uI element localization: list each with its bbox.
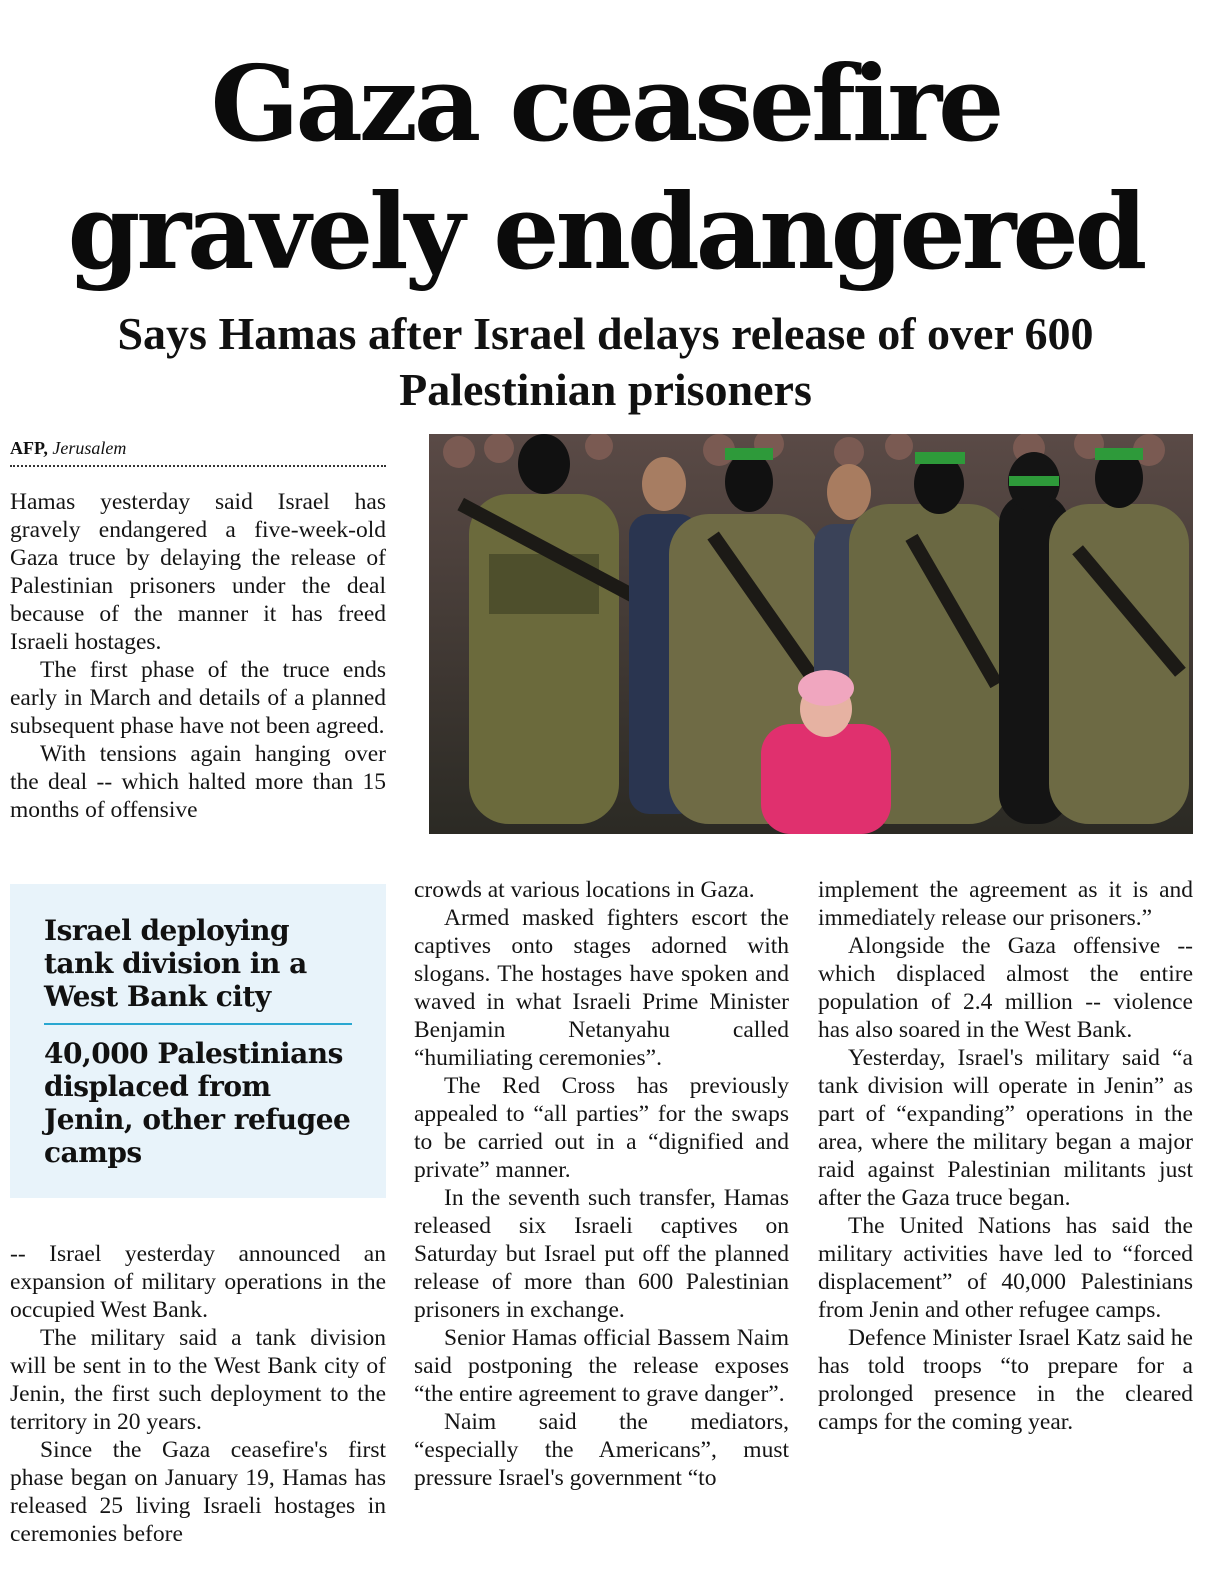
- paragraph: The United Nations has said the military activities have led to “forced displacement” of 40,000 Palestinians from Jenin and other refugee camps.: [818, 1213, 1193, 1323]
- sidebar-box: [10, 884, 386, 1198]
- paragraph: Since the Gaza ceasefire's first phase began on January 19, Hamas has released 25 living Israeli hostages in ceremonies before: [10, 1437, 386, 1547]
- paragraph: crowds at various locations in Gaza.: [414, 877, 755, 903]
- paragraph: Alongside the Gaza offensive -- which displaced almost the entire population of 2.4 million -- violence has also soared in the West Bank.: [818, 933, 1193, 1043]
- byline-divider: [10, 465, 386, 467]
- paragraph: With tensions again hanging over the deal -- which halted more than 15 months of offensive: [10, 741, 386, 823]
- headline: [0, 40, 1211, 296]
- paragraph: In the seventh such transfer, Hamas released six Israeli captives on Saturday but Israel put off the planned release of more than 600 Palestinian prisoners in exchange.: [414, 1185, 789, 1323]
- sidebar-headline-1: Israel deploying tank division in a West Bank city: [44, 914, 307, 1013]
- byline-location: Jerusalem: [52, 438, 127, 458]
- column1-bottom: [10, 1240, 386, 1548]
- subheadline: Says Hamas after Israel delays release of over 600 Palestinian prisoners: [117, 308, 1094, 415]
- paragraph: The first phase of the truce ends early in March and details of a planned subsequent phase have not been agreed.: [10, 657, 386, 739]
- paragraph: -- Israel yesterday announced an expansion of military operations in the occupied West Bank.: [10, 1241, 386, 1323]
- paragraph: Hamas yesterday said Israel has gravely endangered a five-week-old Gaza truce by delaying the release of Palestinian prisoners under the deal because of the manner it has freed Israeli hostages.: [10, 489, 386, 655]
- paragraph: implement the agreement as it is and immediately release our prisoners.”: [818, 877, 1193, 931]
- paragraph: Yesterday, Israel's military said “a tank division will operate in Jenin” as part of “expanding” operations in the area, where the military began a major raid against Palestinian militants just after the Gaza truce began.: [818, 1045, 1193, 1211]
- byline: [10, 436, 386, 460]
- paragraph: Senior Hamas official Bassem Naim said postponing the release exposes “the entire agreement to grave danger”.: [414, 1325, 789, 1407]
- column1-top: [10, 488, 386, 824]
- headline-line2: gravely endangered: [67, 170, 1144, 293]
- paragraph: The Red Cross has previously appealed to “all parties” for the swaps to be carried out in a “dignified and private” manner.: [414, 1073, 789, 1183]
- paragraph: Defence Minister Israel Katz said he has told troops “to prepare for a prolonged presence in the cleared camps for the coming year.: [818, 1325, 1193, 1435]
- paragraph: Armed masked fighters escort the captives onto stages adorned with slogans. The hostages have spoken and waved in what Israeli Prime Minister Benjamin Netanyahu called “humiliating ceremonies”.: [414, 905, 789, 1071]
- sidebar-headline-2: 40,000 Palestinians displaced from Jenin, other refugee camps: [44, 1037, 351, 1169]
- sidebar-divider: [44, 1023, 352, 1025]
- column2: [414, 876, 789, 1492]
- paragraph: Naim said the mediators, “especially the Americans”, must pressure Israel's government “to: [414, 1409, 789, 1491]
- paragraph: The military said a tank division will be sent in to the West Bank city of Jenin, the first such deployment to the territory in 20 years.: [10, 1325, 386, 1435]
- column3: [818, 876, 1193, 1436]
- photo-icon: [429, 434, 1193, 834]
- byline-agency: AFP,: [10, 438, 48, 458]
- headline-line1: Gaza ceasefire: [210, 42, 1001, 165]
- news-photo: [429, 434, 1193, 834]
